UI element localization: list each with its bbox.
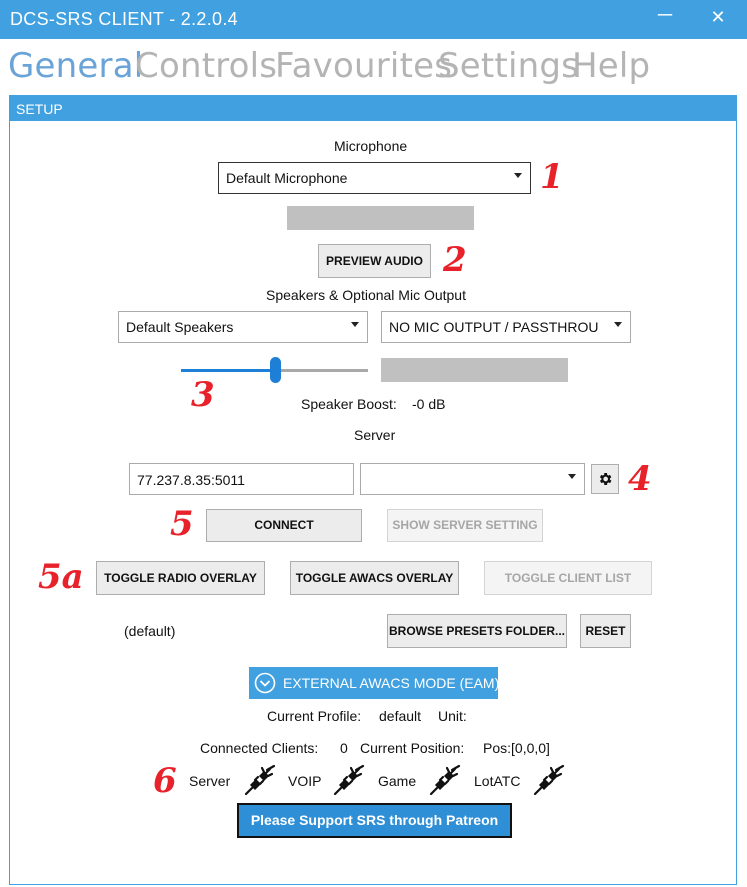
annotation-1: 1 (540, 157, 564, 197)
status-game-label: Game (378, 773, 417, 789)
game-plug-disconnected-icon (428, 763, 462, 797)
eam-toggle-label: EXTERNAL AWACS MODE (EAM) (283, 675, 500, 691)
preview-audio-button[interactable]: PREVIEW AUDIO (318, 244, 431, 278)
close-icon[interactable]: ✕ (710, 7, 726, 27)
server-label: Server (354, 427, 396, 443)
speakers-select-value: Default Speakers (126, 319, 234, 335)
annotation-6: 6 (153, 761, 177, 801)
toggle-client-list-button[interactable]: TOGGLE CLIENT LIST (484, 561, 652, 595)
annotation-4: 4 (628, 459, 652, 499)
lotatc-plug-disconnected-icon (532, 763, 566, 797)
connected-clients-value: 0 (340, 740, 348, 756)
show-server-setting-button[interactable]: SHOW SERVER SETTING (387, 509, 543, 542)
server-favourites-select[interactable] (360, 463, 585, 495)
window-title: DCS-SRS CLIENT - 2.2.0.4 (10, 9, 238, 29)
slider-track-filled (181, 369, 275, 372)
server-settings-button[interactable] (591, 464, 619, 494)
setup-header-label: SETUP (16, 101, 63, 117)
speaker-boost-label: Speaker Boost: (301, 396, 397, 412)
slider-track-empty (275, 369, 369, 372)
chevron-down-icon (568, 474, 576, 479)
current-profile-label: Current Profile: (267, 708, 362, 724)
status-lotatc-label: LotATC (474, 773, 521, 789)
current-position-value: Pos:[0,0,0] (483, 740, 550, 756)
server-address-input[interactable] (129, 463, 354, 495)
toggle-radio-overlay-button[interactable]: TOGGLE RADIO OVERLAY (96, 561, 265, 595)
tab-settings[interactable]: Settings (438, 46, 580, 86)
connected-clients-label: Connected Clients: (200, 740, 319, 756)
microphone-label: Microphone (334, 138, 408, 154)
gear-icon (597, 471, 613, 487)
microphone-select[interactable] (218, 162, 531, 194)
connect-button[interactable]: CONNECT (206, 509, 362, 542)
eam-toggle-button[interactable] (249, 667, 498, 699)
microphone-select-value: Default Microphone (226, 170, 348, 186)
annotation-3: 3 (191, 375, 215, 415)
patreon-support-button[interactable]: Please Support SRS through Patreon (237, 803, 512, 838)
chevron-down-icon (351, 322, 359, 327)
server-plug-disconnected-icon (243, 763, 277, 797)
browse-presets-folder-button[interactable]: BROWSE PRESETS FOLDER... (387, 614, 567, 648)
speakers-label: Speakers & Optional Mic Output (266, 287, 466, 303)
status-voip-label: VOIP (288, 773, 322, 789)
server-address-value: 77.237.8.35:5011 (137, 472, 245, 488)
chevron-down-icon (614, 322, 622, 327)
chevron-down-circle-icon (254, 672, 276, 694)
chevron-down-icon (514, 173, 522, 178)
unit-label: Unit: (438, 708, 467, 724)
mic-level-meter (287, 206, 474, 230)
title-bar (0, 0, 747, 39)
tab-favourites[interactable]: Favourites (275, 46, 453, 86)
annotation-5a: 5a (38, 557, 84, 597)
annotation-2: 2 (443, 240, 467, 280)
tab-controls[interactable]: Controls (135, 46, 278, 86)
reset-button[interactable]: RESET (580, 614, 631, 648)
speaker-boost-value: -0 dB (412, 396, 446, 412)
tab-general[interactable]: General (8, 46, 144, 86)
setup-header (10, 96, 736, 121)
mic-output-select[interactable] (381, 311, 631, 343)
current-position-label: Current Position: (360, 740, 465, 756)
status-server-label: Server (189, 773, 231, 789)
slider-thumb[interactable] (270, 357, 281, 383)
tab-bar (0, 40, 747, 92)
minimize-icon[interactable]: ─ (657, 4, 673, 26)
current-profile-value: default (379, 708, 422, 724)
tab-help[interactable]: Help (572, 46, 651, 86)
presets-label: (default) (124, 623, 176, 639)
voip-plug-disconnected-icon (332, 763, 366, 797)
toggle-awacs-overlay-button[interactable]: TOGGLE AWACS OVERLAY (290, 561, 459, 595)
speakers-select[interactable] (118, 311, 368, 343)
annotation-5: 5 (170, 504, 194, 544)
speaker-level-meter (381, 358, 568, 382)
mic-output-select-value: NO MIC OUTPUT / PASSTHROU (389, 319, 599, 335)
